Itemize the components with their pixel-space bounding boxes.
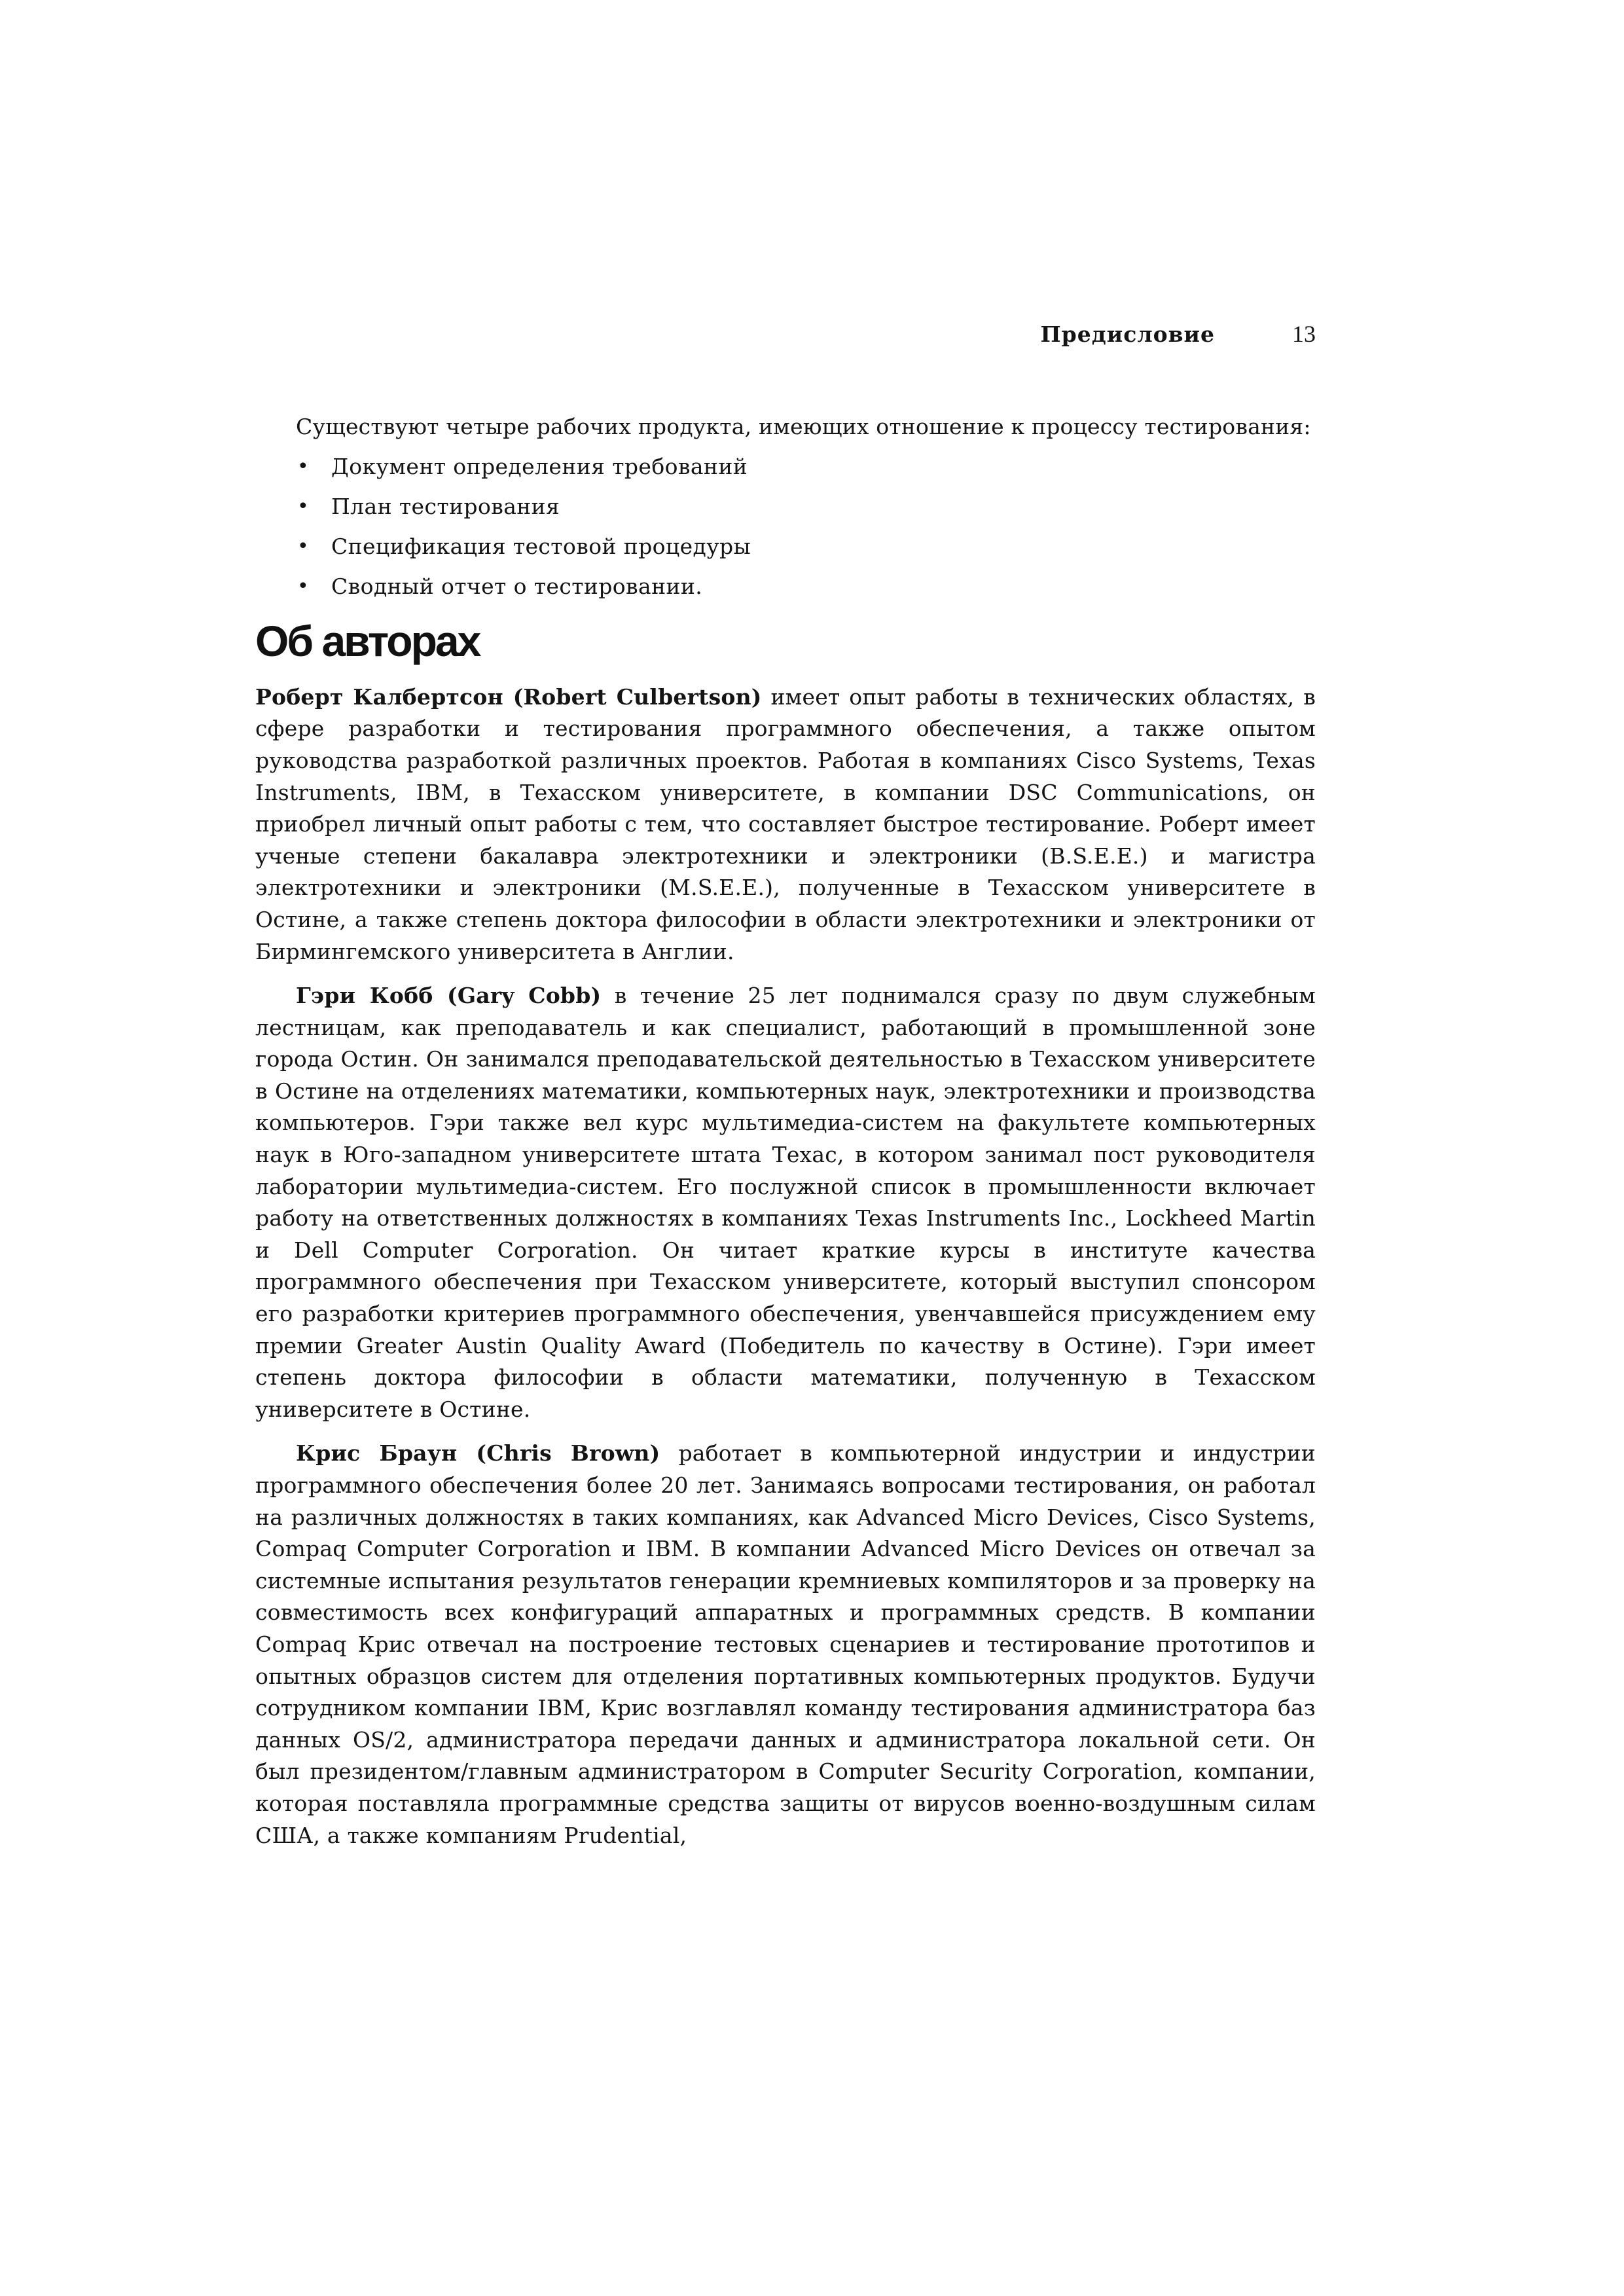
- list-item-text: План тестирования: [331, 493, 560, 519]
- running-head: [916, 319, 1316, 349]
- section-title: Об авторах: [255, 616, 480, 665]
- page-number: 13: [1292, 321, 1316, 347]
- list-item: [255, 451, 1316, 483]
- list-item: [255, 531, 1316, 563]
- author-bio: в течение 25 лет поднимался сразу по двум служебным лестницам, как преподаватель и как специалист, работающий в промышленной зоне города Остин. Он занимался преподавательской деятельностью в Техасском университете в Остине на отделениях математики, компьютерных наук, электротехники и производства компьютеров. Гэри также вел курс мультимедиа-систем на факультете компьютерных наук в Юго-западном университете штата Техас, в котором занимал пост руководителя лаборатории мультимедиа-систем. Его послужной список в промышленности включает работу на ответственных должностях в компаниях Texas Instruments Inc., Lockheed Martin и Dell Computer Corporation. Он читает краткие курсы в институте качества программного обеспечения при Техасском университете, который выступил спонсором его разработки критериев программного обеспечения, увенчавшейся присуждением ему премии Greater Austin Quality Award (Победитель по качеству в Остине). Гэри имеет степень доктора философии в области математики, полученную в Техасском университете в Остине.: [255, 983, 1316, 1422]
- text-column: [255, 411, 1316, 1864]
- list-item-text: Сводный отчет о тестировании.: [331, 574, 703, 600]
- list-item-text: Документ определения требований: [331, 453, 748, 479]
- author-bio: имеет опыт работы в технических областях, в сфере разработки и тестирования программного обеспечения, а также опытом руководства разработкой различных проектов. Работая в компаниях Cisco Systems, Texas Instruments, IBM, в Техасском университете, в компании DSC Communications, он приобрел личный опыт работы с тем, что составляет быстрое тестирование. Роберт имеет ученые степени бакалавра электротехники и электроники (B.S.E.E.) и магистра электротехники и электроники (M.S.E.E.), полученные в Техасском университете в Остине, а также степень доктора философии в области электротехники и электроники от Бирмингемского университета в Англии.: [255, 683, 1316, 964]
- author-paragraph-culbertson: [255, 682, 1316, 968]
- list-item-text: Спецификация тестовой процедуры: [331, 533, 751, 559]
- running-head-title: Предисловие: [1040, 321, 1215, 347]
- author-name: Гэри Кобб (Gary Cobb): [296, 983, 602, 1009]
- bullet-icon: •: [297, 575, 310, 598]
- author-bio: работает в компьютерной индустрии и индустрии программного обеспечения более 20 лет. Занимаясь вопросами тестирования, он работал на различных должностях в таких компаниях, как Advanced Micro Devices, Cisco Systems, Compaq Computer Corporation и IBM. В компании Advanced Micro Devices он отвечал за системные испытания результатов генерации кремниевых компиляторов и за проверку на совместимость всех конфигураций аппаратных и программных средств. В компании Compaq Крис отвечал на построение тестовых сценариев и тестирование прототипов и опытных образцов систем для отделения портативных компьютерных продуктов. Будучи сотрудником компании IBM, Крис возглавлял команду тестирования администратора баз данных OS/2, администратора передачи данных и администратора локальной сети. Он был президентом/главным администратором в Computer Security Corporation, компании, которая поставляла программные средства защиты от вирусов военно-воздушным силам США, а также компаниям Prudential,: [255, 1440, 1316, 1848]
- author-paragraph-cobb: [255, 980, 1316, 1425]
- bullet-icon: •: [297, 534, 310, 558]
- intro-paragraph: Существуют четыре рабочих продукта, имеющих отношение к процессу тестирования:: [296, 414, 1311, 439]
- list-item: [255, 571, 1316, 603]
- author-name: Крис Браун (Chris Brown): [296, 1440, 660, 1467]
- bullet-list: [255, 451, 1316, 603]
- list-item: [255, 491, 1316, 523]
- author-paragraph-brown: [255, 1438, 1316, 1851]
- author-name: Роберт Калбертсон (Robert Culbertson): [255, 683, 762, 710]
- bullet-icon: •: [297, 454, 310, 478]
- bullet-icon: •: [297, 494, 310, 518]
